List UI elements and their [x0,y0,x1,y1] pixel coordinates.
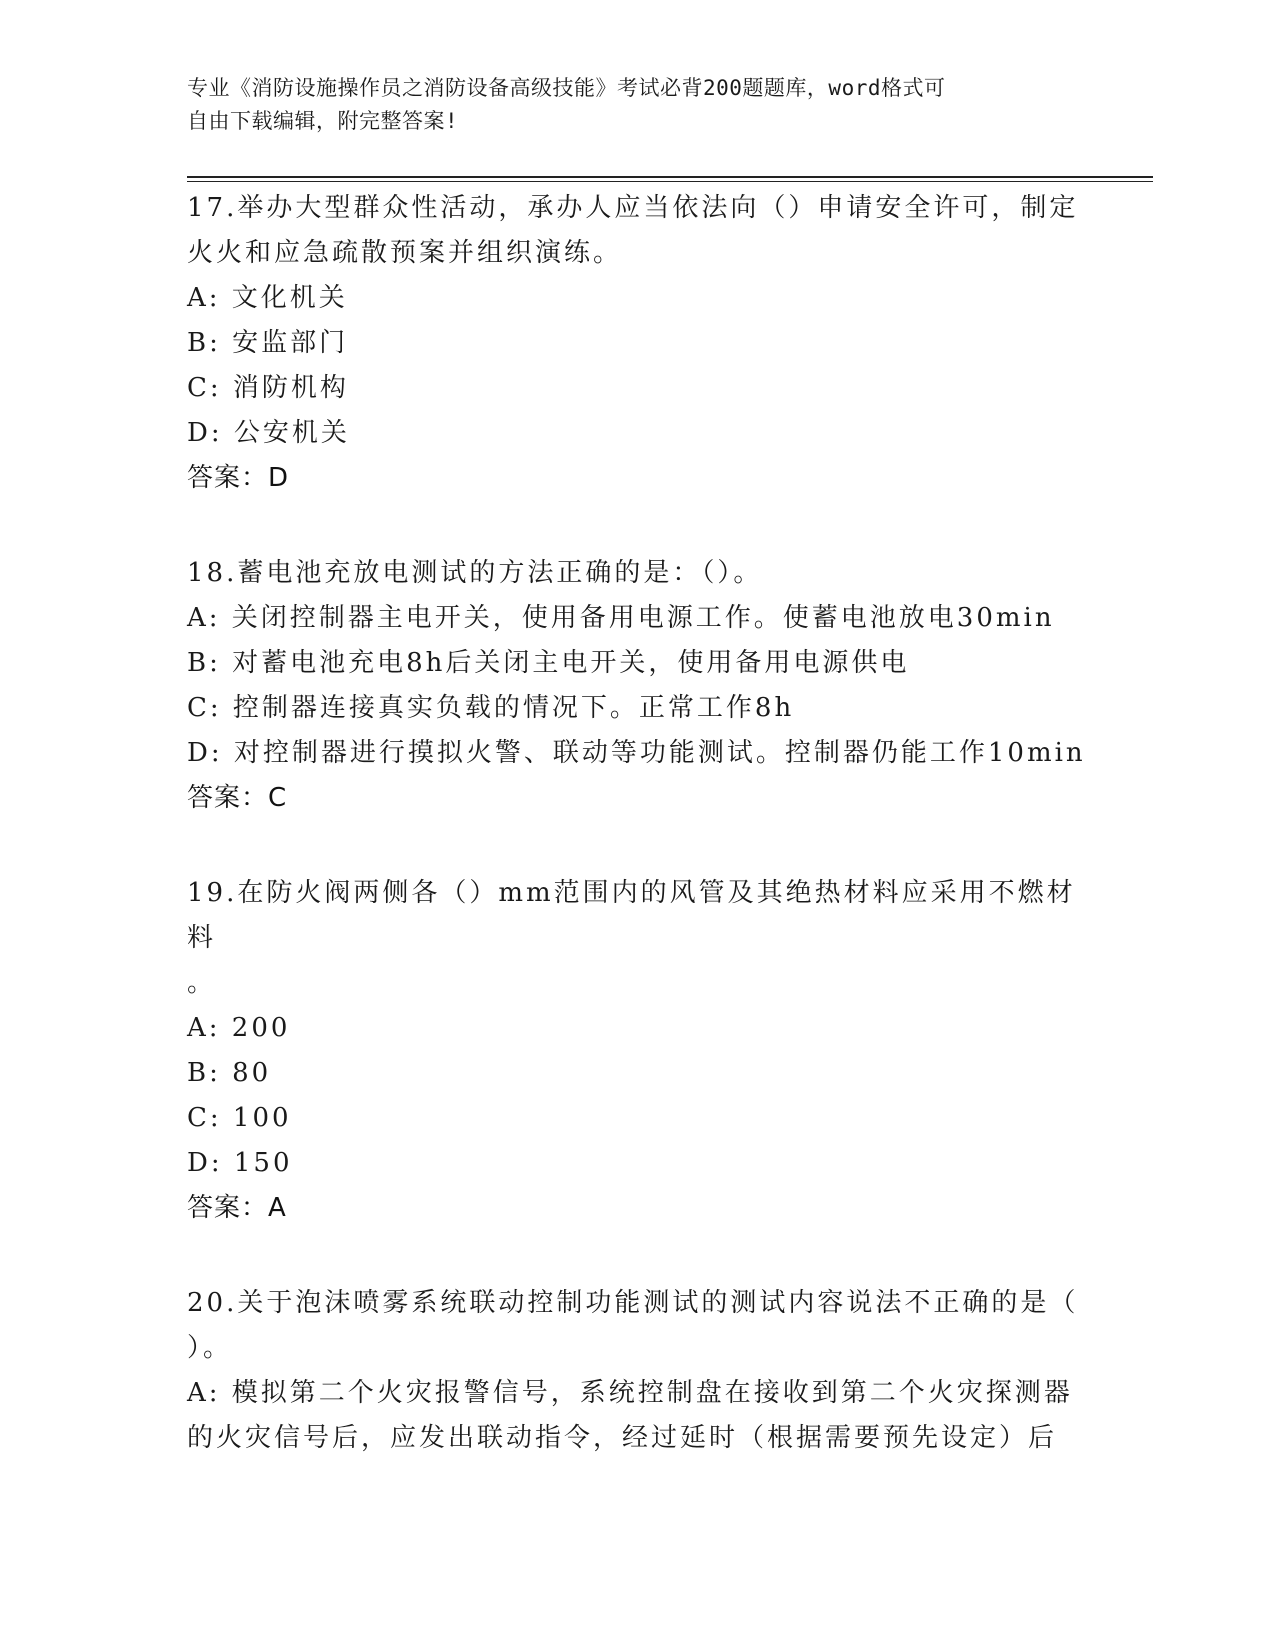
option-d: D: 公安机关 [187,418,350,448]
question-stem-line: ）。 [187,1333,233,1363]
option-c: C: 100 [187,1103,292,1133]
option-a-continued: 的火灾信号后，应发出联动指令，经过延时（根据需要预先设定）后 [187,1423,1058,1453]
question-stem-line: 火火和应急疏散预案并组织演练。 [187,238,623,268]
question-17 [187,186,1087,501]
option-b: B: 80 [187,1058,272,1088]
question-19 [187,871,1087,1231]
header-line-2: 自由下载编辑，附完整答案! [187,109,459,133]
header-line-1: 专业《消防设施操作员之消防设备高级技能》考试必背200题题库，word格式可 [187,76,946,100]
option-a: A: 模拟第二个火灾报警信号，系统控制盘在接收到第二个火灾探测器 [187,1378,1073,1408]
question-stem-line: 17.举办大型群众性活动，承办人应当依法向（）申请安全许可，制定 [187,193,1079,223]
option-b: B: 对蓄电池充电8h后关闭主电开关，使用备用电源供电 [187,648,910,678]
question-list [187,186,1087,1511]
header-divider [187,176,1153,182]
question-stem-line: 19.在防火阀两侧各（）mm范围内的风管及其绝热材料应采用不燃材料 [187,878,1076,953]
answer-line: 答案：A [187,1193,287,1223]
document-header [187,72,1067,138]
option-d: D: 对控制器进行摸拟火警、联动等功能测试。控制器仍能工作10min [187,738,1086,768]
option-d: D: 150 [187,1148,293,1178]
option-b: B: 安监部门 [187,328,349,358]
question-20 [187,1281,1087,1461]
option-a: A: 关闭控制器主电开关，使用备用电源工作。使蓄电池放电30min [187,603,1055,633]
answer-line: 答案：C [187,783,288,813]
question-stem-line: 20.关于泡沫喷雾系统联动控制功能测试的测试内容说法不正确的是（ [187,1288,1079,1318]
question-stem-line: 18.蓄电池充放电测试的方法正确的是：（）。 [187,558,763,588]
option-c: C: 控制器连接真实负载的情况下。正常工作8h [187,693,795,723]
option-c: C: 消防机构 [187,373,349,403]
option-a: A: 文化机关 [187,283,348,313]
question-18 [187,551,1087,821]
option-a: A: 200 [187,1013,291,1043]
question-stem-line: 。 [187,968,217,998]
answer-line: 答案：D [187,463,290,493]
